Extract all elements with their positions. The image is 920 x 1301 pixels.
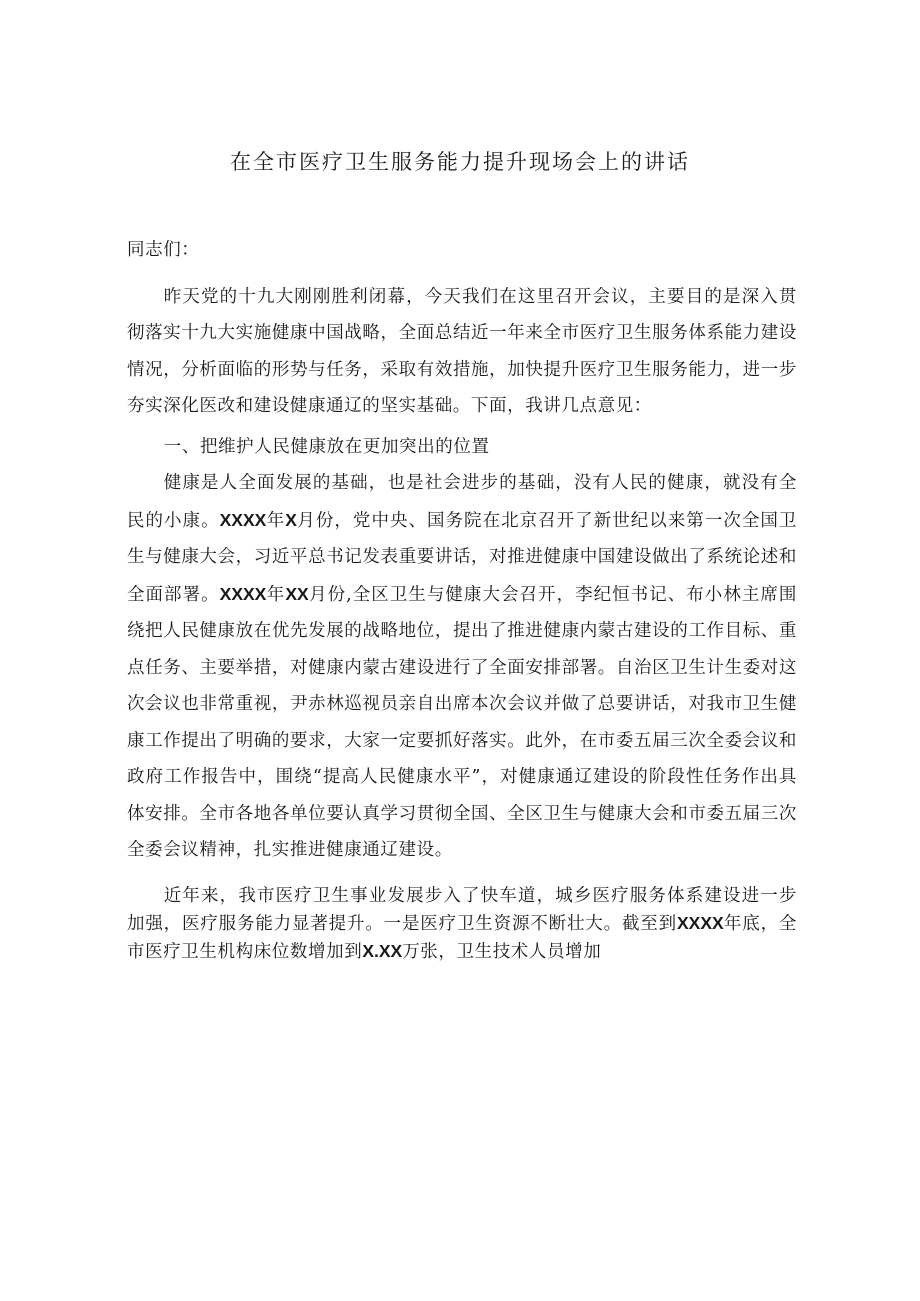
year-placeholder: XXXX — [676, 912, 724, 933]
paragraph-text: 年底，全市医疗卫生机构床位数增加到 — [127, 913, 798, 962]
count-placeholder: X.XX — [362, 940, 403, 961]
year-placeholder: XXXX — [219, 509, 267, 530]
paragraph-opening: 昨天党的十九大刚刚胜利闭幕，今天我们在这里召开会议，主要目的是深入贯彻落实十九大实施健康中国战略，全面总结近一年来全市医疗卫生服务体系能力建设情况，分析面临的形势与任务，采取有效措施，加快提升医疗卫生服务能力，进一步夯实深化医改和建设健康通辽的坚实基础。下面，我讲几点意见： — [127, 286, 797, 416]
section-heading-1: 一、把维护人民健康放在更加突出的位置 — [163, 436, 490, 457]
year-placeholder: XXXX — [219, 583, 267, 604]
paragraph-text: 近年来，我市医疗卫生事业发展步入了快车道，城乡医疗服务体系建设进一步加强，医疗服务能力显著提升。一是医疗卫生资源不断壮大。截至到 — [127, 885, 797, 934]
paragraph-recent-years — [127, 883, 797, 966]
month-placeholder: XX — [285, 583, 309, 604]
month-placeholder: X — [285, 509, 297, 530]
greeting: 同志们： — [127, 240, 200, 260]
paragraph-text: 万张，卫生技术人员增加 — [402, 941, 602, 962]
paragraph-text: 年 — [266, 584, 286, 605]
document-title: 在全市医疗卫生服务能力提升现场会上的讲话 — [230, 150, 690, 174]
paragraph-text: 月份,全区卫生与健康大会召开，李纪恒书记、布小林主席围绕把人民健康放在优先发展的战略地位，提出了推进健康内蒙古建设的工作目标、重点任务、主要举措，对健康内蒙古建设进行了全面安排部署。自治区卫生计生委对这次会议也非常重视，尹赤林巡视员亲自出席本次会议并做了总要讲话，对我市卫生健康工作提出了明确的要求，大家一定要抓好落实。此外，在市委五届三次全委会议和政府工作报告中，围绕“提高人民健康水平”，对健康通辽建设的阶段性任务作出具体安排。全市各地各单位要认真学习贯彻全国、全区卫生与健康大会和市委五届三次全委会议精神，扎实推进健康通辽建设。 — [127, 584, 798, 860]
paragraph-health-importance — [127, 465, 797, 869]
document-body — [127, 232, 797, 966]
paragraph-text: 月份，党中央、国务院在北京召开了新世纪以来第一次全国卫生与健康大会，习近平总书记发表重要讲话，对推进健康中国建设做出了系统论述和全面部署。 — [127, 510, 798, 605]
paragraph-text: 健康是人全面发展的基础，也是社会进步的基础，没有人民的健康，就没有全民的小康。 — [127, 473, 797, 531]
paragraph-text: 年 — [266, 510, 286, 531]
